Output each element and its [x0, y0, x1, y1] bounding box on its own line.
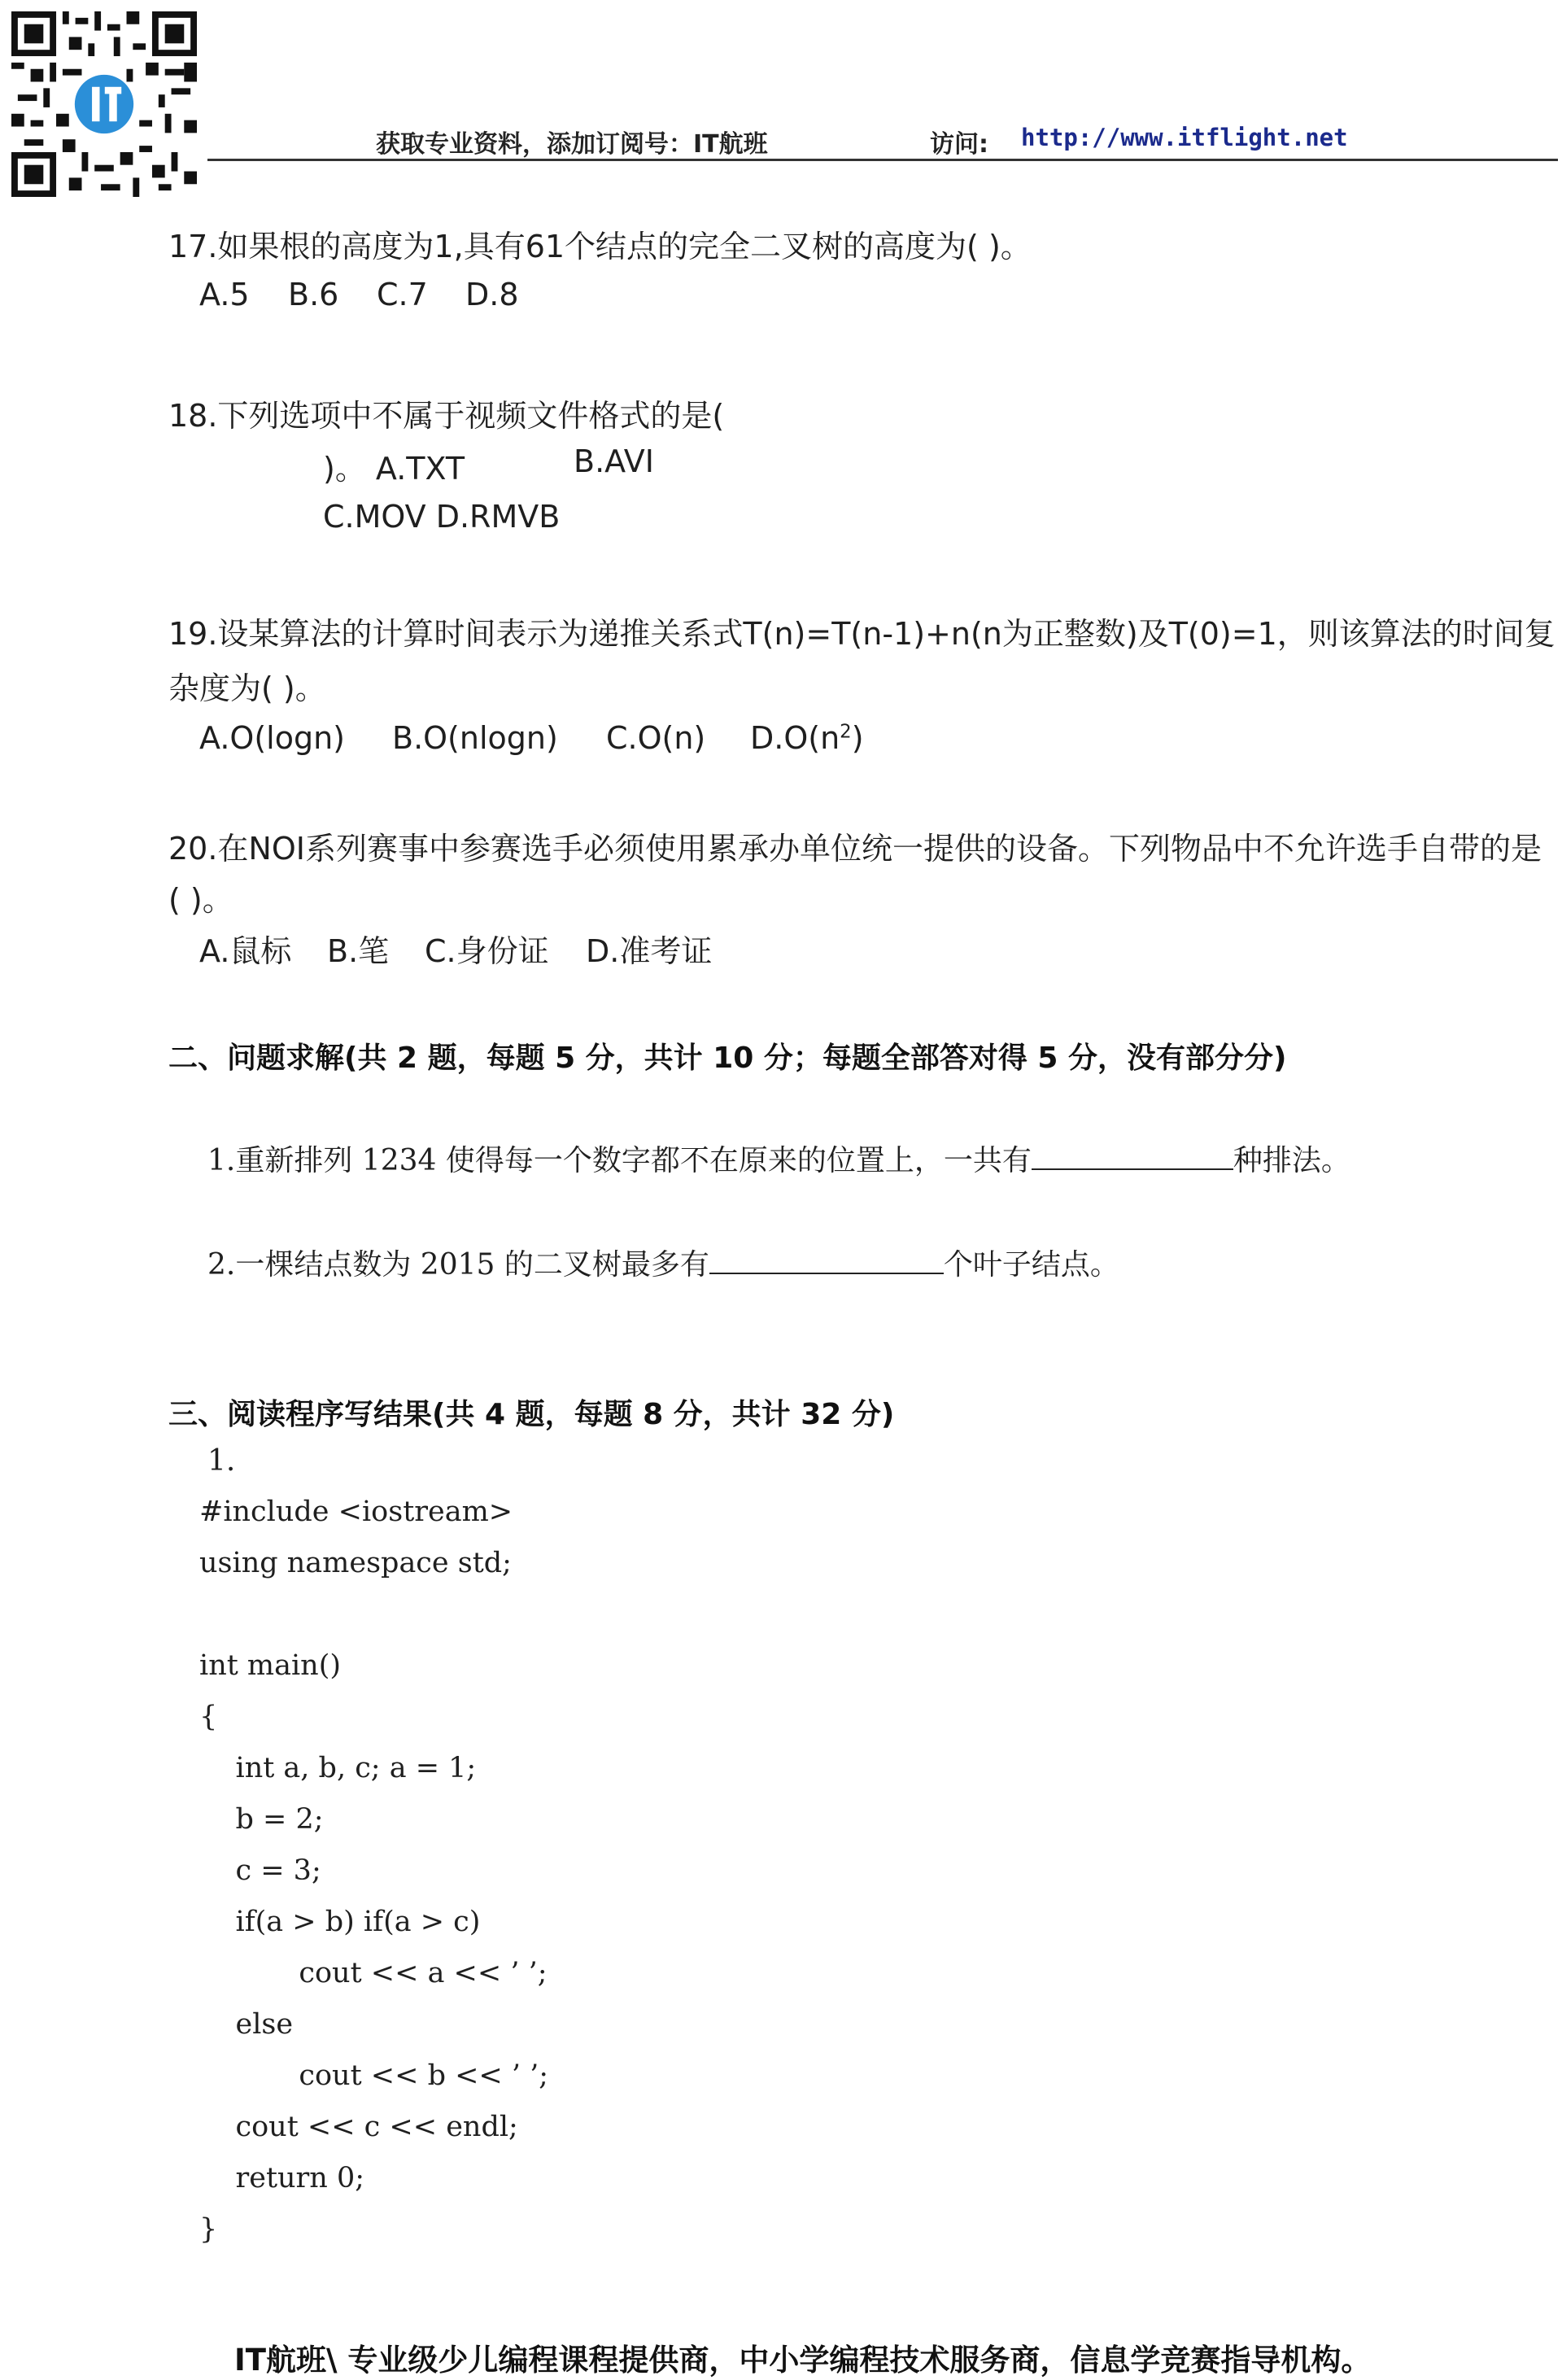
- question-18-option-b: B.AVI: [574, 443, 654, 479]
- question-17-option-c: C.7: [377, 277, 428, 312]
- question-18-stem: 18.下列选项中不属于视频文件格式的是(: [168, 398, 725, 434]
- header-promo-text: 获取专业资料，添加订阅号：IT航班: [376, 130, 768, 159]
- question-20-option-d: D.准考证: [586, 933, 713, 969]
- question-18-options-cd: C.MOV D.RMVB: [323, 499, 561, 535]
- code-line: else: [199, 2008, 294, 2041]
- code-line: [199, 1598, 548, 1649]
- problem-2: [207, 1242, 1119, 1283]
- question-17-stem: 17.如果根的高度为1,具有61个结点的完全二叉树的高度为( )。: [168, 229, 1032, 264]
- qr-code-icon: [11, 11, 197, 197]
- question-19-option-d-close: ): [851, 720, 864, 756]
- code-line: int main(): [199, 1649, 342, 1682]
- code-line: if(a > b) if(a > c): [199, 1906, 481, 1938]
- code-line: using namespace std;: [199, 1547, 512, 1579]
- code-block: [199, 1496, 548, 2264]
- code-line: cout << c << endl;: [199, 2111, 518, 2143]
- problem-1-suffix: 种排法。: [1233, 1144, 1350, 1177]
- code-line: b = 2;: [199, 1803, 324, 1836]
- problem-1-answer-blank[interactable]: [1032, 1141, 1233, 1170]
- question-20-option-b: B.笔: [327, 933, 390, 969]
- code-line: return 0;: [199, 2162, 365, 2194]
- question-19-option-c: C.O(n): [606, 720, 706, 756]
- question-19-stem-cont: 杂度为( )。: [168, 670, 326, 706]
- question-19-option-b: B.O(nlogn): [392, 720, 558, 756]
- question-20-option-a: A.鼠标: [199, 933, 292, 969]
- problem-2-suffix: 个叶子结点。: [943, 1248, 1119, 1282]
- code-line: cout << b << ’ ’;: [199, 2059, 549, 2092]
- question-19-option-d-sup: 2: [840, 721, 852, 743]
- problem-1-text: 1.重新排列 1234 使得每一个数字都不在原来的位置上，一共有: [207, 1144, 1032, 1177]
- program-item-number: 1.: [207, 1444, 236, 1478]
- question-17-option-b: B.6: [288, 277, 339, 312]
- code-line: cout << a << ’ ’;: [199, 1957, 548, 1989]
- problem-2-text: 2.一棵结点数为 2015 的二叉树最多有: [207, 1248, 709, 1282]
- code-line: c = 3;: [199, 1854, 321, 1887]
- section-3-title: 三、阅读程序写结果(共 4 题，每题 8 分，共计 32 分): [168, 1398, 895, 1431]
- footer-text: IT航班\ 专业级少儿编程课程提供商，中小学编程技术服务商，信息学竞赛指导机构。: [234, 2343, 1372, 2378]
- question-17-option-d: D.8: [465, 277, 519, 312]
- question-19-stem: 19.设某算法的计算时间表示为递推关系式T(n)=T(n-1)+n(n为正整数)及T(0)=1，则该算法的时间复: [168, 616, 1555, 652]
- question-19-option-a: A.O(logn): [199, 720, 345, 756]
- question-20-stem-cont: ( )。: [168, 882, 233, 918]
- question-18-option-a: )。 A.TXT: [323, 451, 465, 487]
- question-17-option-a: A.5: [199, 277, 250, 312]
- question-20-stem: 20.在NOI系列赛事中参赛选手必须使用累承办单位统一提供的设备。下列物品中不允许选手自带的是: [168, 831, 1542, 867]
- header-divider: [207, 159, 1558, 161]
- problem-1: [207, 1138, 1350, 1179]
- header-visit-label: 访问:: [930, 130, 988, 159]
- code-line: int a, b, c; a = 1;: [199, 1752, 477, 1784]
- question-20-option-c: C.身份证: [425, 933, 549, 969]
- code-line: #include <iostream>: [199, 1496, 513, 1528]
- section-2-title: 二、问题求解(共 2 题，每题 5 分，共计 10 分；每题全部答对得 5 分，没有部分分): [168, 1042, 1287, 1075]
- header-website-link[interactable]: http://www.itflight.net: [1021, 124, 1348, 151]
- code-line: }: [199, 2213, 218, 2246]
- problem-2-answer-blank[interactable]: [709, 1245, 944, 1274]
- question-19-option-d-text: D.O(n: [750, 720, 840, 756]
- code-line: {: [199, 1701, 218, 1733]
- question-19-option-d: [750, 720, 864, 756]
